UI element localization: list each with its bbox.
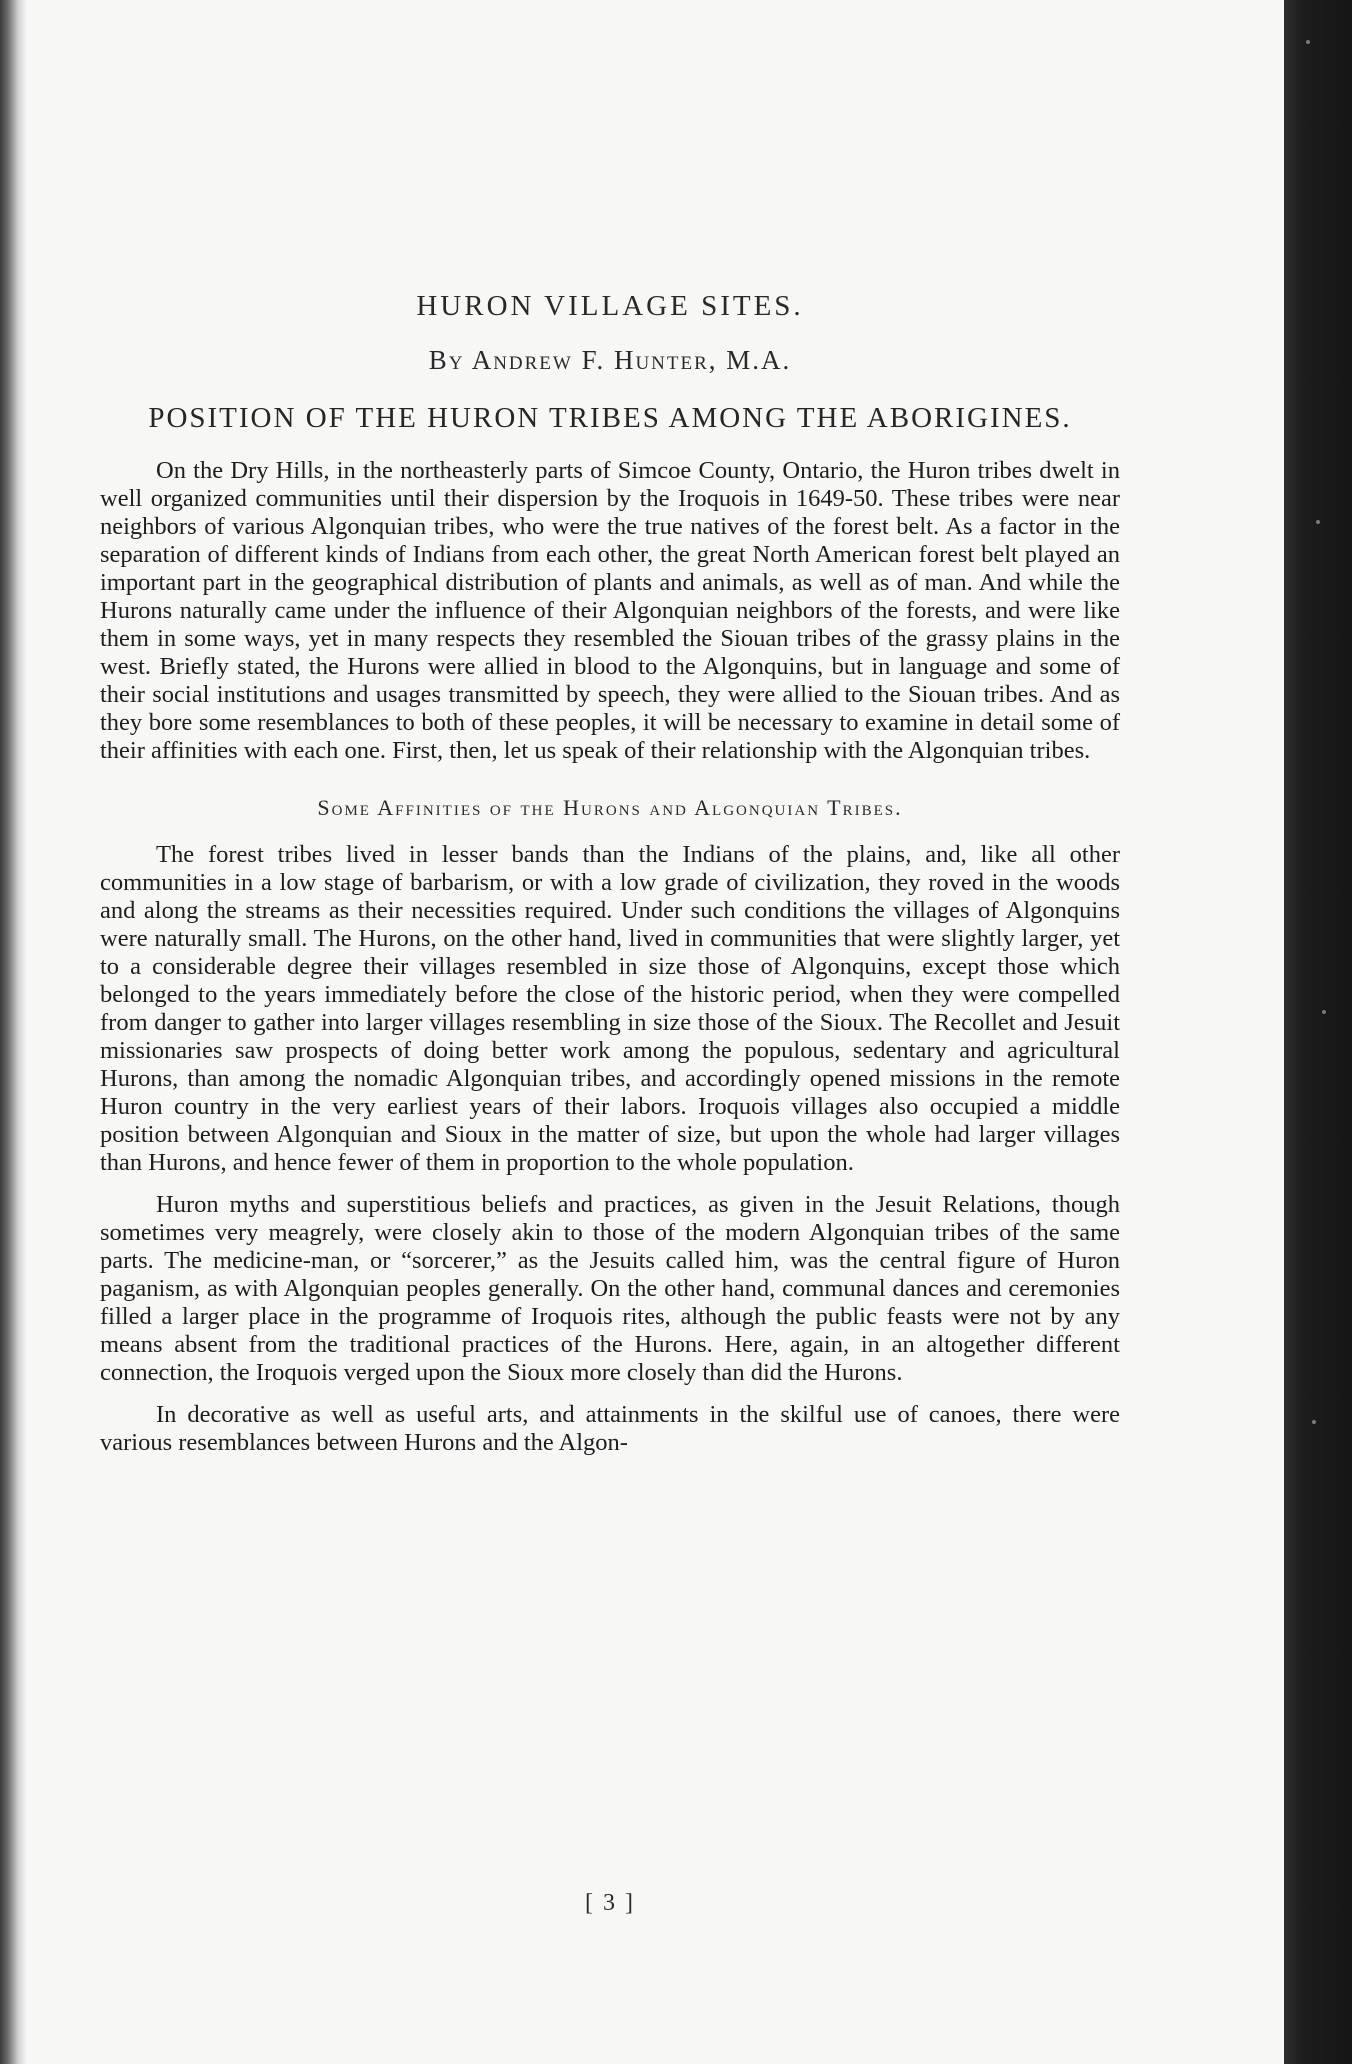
subsection-heading: Some Affinities of the Hurons and Algonquian Tribes. xyxy=(317,795,903,820)
scan-speck xyxy=(1322,1010,1326,1014)
body-paragraph-4: In decorative as well as useful arts, and attainments in the skilful use of canoes, there were various resemblances between Hurons and the Algon- xyxy=(100,1401,1120,1456)
scan-speck xyxy=(1306,40,1310,44)
scan-speck xyxy=(1312,1420,1316,1424)
body-paragraph-3: Huron myths and superstitious beliefs and practices, as given in the Jesuit Relations, though sometimes very meagrely, were closely akin to those of the modern Algonquian tribes of the same parts. The medicine-man, or “sorcerer,” as the Jesuits called him, was the central figure of Huron paganism, as with Algonquian peoples generally. On the other hand, communal dances and ceremonies filled a larger place in the programme of Iroquois rites, although the public feasts were not by any means absent from the traditional practices of the Hurons. Here, again, in an altogether different connection, the Iroquois verged upon the Sioux more closely than did the Hurons. xyxy=(100,1191,1120,1386)
scan-right-edge xyxy=(1284,0,1352,2064)
page-number: [ 3 ] xyxy=(585,1890,635,1916)
author-byline: By Andrew F. Hunter, M.A. xyxy=(428,345,792,375)
section-heading: POSITION OF THE HURON TRIBES AMONG THE ABORIGINES. xyxy=(148,402,1072,434)
page-content xyxy=(100,290,1120,1471)
article-title: HURON VILLAGE SITES. xyxy=(416,290,804,322)
body-paragraph-1: On the Dry Hills, in the northeasterly parts of Simcoe County, Ontario, the Huron tribes dwelt in well organized communities until their dispersion by the Iroquois in 1649-50. These tribes were near neighbors of various Algonquian tribes, who were the true natives of the forest belt. As a factor in the separation of different kinds of Indians from each other, the great North American forest belt played an important part in the geographical distribution of plants and animals, as well as of man. And while the Hurons naturally came under the influence of their Algonquian neighbors of the forests, and were like them in some ways, yet in many respects they resembled the Siouan tribes of the grassy plains in the west. Briefly stated, the Hurons were allied in blood to the Algonquins, but in language and some of their social institutions and usages transmitted by speech, they were allied to the Siouan tribes. And as they bore some resemblances to both of these peoples, it will be necessary to examine in detail some of their affinities with each one. First, then, let us speak of their relationship with the Algonquian tribes. xyxy=(100,457,1120,764)
scan-speck xyxy=(1316,520,1320,524)
scan-left-edge xyxy=(0,0,26,2064)
body-paragraph-2: The forest tribes lived in lesser bands than the Indians of the plains, and, like all other communities in a low stage of barbarism, or with a low grade of civilization, they roved in the woods and along the streams as their necessities required. Under such conditions the villages of Algonquins were naturally small. The Hurons, on the other hand, lived in communities that were slightly larger, yet to a considerable degree their villages resembled in size those of Algonquins, except those which belonged to the years immediately before the close of the historic period, when they were compelled from danger to gather into larger villages resembling in size those of the Sioux. The Recollet and Jesuit missionaries saw prospects of doing better work among the populous, sedentary and agricultural Hurons, than among the nomadic Algonquian tribes, and accordingly opened missions in the remote Huron country in the very earliest years of their labors. Iroquois villages also occupied a middle position between Algonquian and Sioux in the matter of size, but upon the whole had larger villages than Hurons, and hence fewer of them in proportion to the whole population. xyxy=(100,841,1120,1176)
